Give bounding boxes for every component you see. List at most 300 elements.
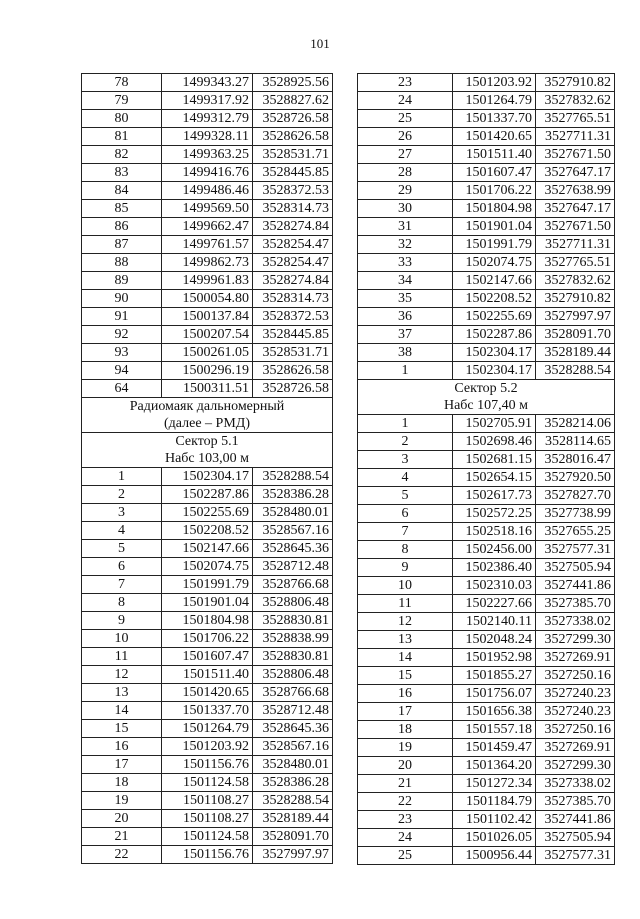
coordinate-x: 1501991.79 — [162, 576, 253, 594]
coordinate-x: 1501124.58 — [162, 774, 253, 792]
point-number: 7 — [82, 576, 162, 594]
table-row — [358, 685, 615, 703]
coordinate-x: 1501156.76 — [162, 756, 253, 774]
coordinate-x: 1502705.91 — [453, 415, 536, 433]
coordinate-x: 1501203.92 — [162, 738, 253, 756]
coordinate-x: 1500054.80 — [162, 290, 253, 308]
point-number: 8 — [358, 541, 453, 559]
coordinate-y: 3528626.58 — [253, 128, 333, 146]
coordinate-y: 3528016.47 — [536, 451, 615, 469]
table-row — [358, 667, 615, 685]
point-number: 23 — [358, 74, 453, 92]
table-row — [82, 272, 333, 290]
point-number: 26 — [358, 128, 453, 146]
coordinate-x: 1501756.07 — [453, 685, 536, 703]
coordinate-x: 1502304.17 — [453, 344, 536, 362]
point-number: 1 — [82, 468, 162, 486]
point-number: 13 — [82, 684, 162, 702]
coordinate-y: 3528712.48 — [253, 702, 333, 720]
coordinate-y: 3528726.58 — [253, 110, 333, 128]
coordinate-x: 1499862.73 — [162, 254, 253, 272]
coordinate-x: 1502074.75 — [162, 558, 253, 576]
point-number: 35 — [358, 290, 453, 308]
point-number: 28 — [358, 164, 453, 182]
table-row — [82, 254, 333, 272]
coordinate-y: 3527338.02 — [536, 613, 615, 631]
coordinate-x: 1499761.57 — [162, 236, 253, 254]
coordinate-x: 1500207.54 — [162, 326, 253, 344]
section-header: Сектор 5.2 — [358, 380, 615, 398]
coordinate-y: 3527441.86 — [536, 811, 615, 829]
table-row — [82, 362, 333, 380]
table-row — [82, 666, 333, 684]
coordinate-x: 1502681.15 — [453, 451, 536, 469]
table-row — [82, 792, 333, 810]
point-number: 2 — [82, 486, 162, 504]
point-number: 36 — [358, 308, 453, 326]
coordinate-y: 3528254.47 — [253, 254, 333, 272]
table-row — [358, 326, 615, 344]
coordinate-x: 1501607.47 — [162, 648, 253, 666]
coordinate-y: 3528806.48 — [253, 594, 333, 612]
coordinate-x: 1499328.11 — [162, 128, 253, 146]
section-header-row — [358, 397, 615, 415]
point-number: 22 — [358, 793, 453, 811]
coordinate-y: 3527385.70 — [536, 793, 615, 811]
coordinate-x: 1502572.25 — [453, 505, 536, 523]
point-number: 88 — [82, 254, 162, 272]
coordinate-y: 3527711.31 — [536, 128, 615, 146]
point-number: 82 — [82, 146, 162, 164]
point-number: 19 — [82, 792, 162, 810]
table-row — [358, 559, 615, 577]
table-row — [82, 468, 333, 486]
coordinates-table-right — [357, 73, 615, 865]
coordinate-x: 1501264.79 — [453, 92, 536, 110]
point-number: 9 — [82, 612, 162, 630]
coordinate-x: 1501855.27 — [453, 667, 536, 685]
point-number: 14 — [82, 702, 162, 720]
table-row — [82, 756, 333, 774]
coordinate-x: 1501511.40 — [162, 666, 253, 684]
table-row — [358, 775, 615, 793]
coordinate-x: 1501272.34 — [453, 775, 536, 793]
table-row — [82, 128, 333, 146]
table-row — [358, 505, 615, 523]
point-number: 25 — [358, 110, 453, 128]
point-number: 16 — [358, 685, 453, 703]
coordinate-x: 1499662.47 — [162, 218, 253, 236]
table-row — [358, 541, 615, 559]
table-row — [82, 774, 333, 792]
coordinate-y: 3527299.30 — [536, 631, 615, 649]
table-row — [358, 308, 615, 326]
coordinate-y: 3527832.62 — [536, 272, 615, 290]
point-number: 32 — [358, 236, 453, 254]
coordinate-y: 3528214.06 — [536, 415, 615, 433]
coordinate-x: 1500296.19 — [162, 362, 253, 380]
point-number: 23 — [358, 811, 453, 829]
table-row — [358, 595, 615, 613]
point-number: 24 — [358, 829, 453, 847]
table-row — [82, 486, 333, 504]
point-number: 90 — [82, 290, 162, 308]
point-number: 2 — [358, 433, 453, 451]
coordinate-y: 3528386.28 — [253, 774, 333, 792]
coordinate-x: 1501459.47 — [453, 739, 536, 757]
point-number: 92 — [82, 326, 162, 344]
point-number: 86 — [82, 218, 162, 236]
table-row — [358, 811, 615, 829]
coordinate-x: 1501420.65 — [453, 128, 536, 146]
point-number: 7 — [358, 523, 453, 541]
point-number: 17 — [82, 756, 162, 774]
coordinate-x: 1501337.70 — [453, 110, 536, 128]
coordinate-x: 1502456.00 — [453, 541, 536, 559]
coordinate-y: 3527997.97 — [536, 308, 615, 326]
coordinate-y: 3527385.70 — [536, 595, 615, 613]
point-number: 3 — [82, 504, 162, 522]
point-number: 38 — [358, 344, 453, 362]
table-row — [82, 110, 333, 128]
point-number: 1 — [358, 415, 453, 433]
coordinate-y: 3527671.50 — [536, 146, 615, 164]
coordinate-x: 1502074.75 — [453, 254, 536, 272]
point-number: 14 — [358, 649, 453, 667]
point-number: 89 — [82, 272, 162, 290]
coordinate-y: 3528806.48 — [253, 666, 333, 684]
coordinate-y: 3528114.65 — [536, 433, 615, 451]
coordinate-x: 1501420.65 — [162, 684, 253, 702]
coordinate-y: 3527738.99 — [536, 505, 615, 523]
coordinate-x: 1501706.22 — [453, 182, 536, 200]
table-row — [82, 200, 333, 218]
table-row — [82, 576, 333, 594]
section-header: Радиомаяк дальномерный — [82, 398, 333, 416]
page-number: 101 — [310, 36, 330, 51]
point-number: 25 — [358, 847, 453, 865]
coordinate-x: 1502518.16 — [453, 523, 536, 541]
coordinate-x: 1501706.22 — [162, 630, 253, 648]
coordinate-y: 3528626.58 — [253, 362, 333, 380]
table-row — [358, 164, 615, 182]
coordinate-y: 3528445.85 — [253, 164, 333, 182]
point-number: 15 — [82, 720, 162, 738]
table-row — [358, 290, 615, 308]
coordinate-x: 1501901.04 — [162, 594, 253, 612]
coordinate-x: 1502617.73 — [453, 487, 536, 505]
point-number: 12 — [358, 613, 453, 631]
coordinate-y: 3528830.81 — [253, 648, 333, 666]
coordinate-y: 3528189.44 — [253, 810, 333, 828]
coordinate-x: 1502140.11 — [453, 613, 536, 631]
point-number: 94 — [82, 362, 162, 380]
coordinate-y: 3528091.70 — [536, 326, 615, 344]
table-row — [82, 504, 333, 522]
table-row — [358, 739, 615, 757]
coordinate-y: 3528925.56 — [253, 74, 333, 92]
table-row — [358, 254, 615, 272]
table-row — [82, 344, 333, 362]
point-number: 6 — [82, 558, 162, 576]
coordinate-x: 1499486.46 — [162, 182, 253, 200]
table-row — [358, 757, 615, 775]
point-number: 80 — [82, 110, 162, 128]
coordinate-x: 1501952.98 — [453, 649, 536, 667]
point-number: 91 — [82, 308, 162, 326]
coordinate-y: 3527441.86 — [536, 577, 615, 595]
point-number: 81 — [82, 128, 162, 146]
coordinate-x: 1502255.69 — [453, 308, 536, 326]
coordinate-x: 1502208.52 — [453, 290, 536, 308]
coordinate-y: 3527827.70 — [536, 487, 615, 505]
coordinate-x: 1501804.98 — [453, 200, 536, 218]
coordinate-x: 1501511.40 — [453, 146, 536, 164]
table-row — [358, 487, 615, 505]
coordinate-y: 3527711.31 — [536, 236, 615, 254]
coordinate-x: 1501203.92 — [453, 74, 536, 92]
coordinate-x: 1501901.04 — [453, 218, 536, 236]
coordinate-x: 1502287.86 — [453, 326, 536, 344]
coordinate-x: 1501337.70 — [162, 702, 253, 720]
coordinate-y: 3527920.50 — [536, 469, 615, 487]
coordinate-x: 1501656.38 — [453, 703, 536, 721]
coordinate-y: 3528827.62 — [253, 92, 333, 110]
table-row — [82, 720, 333, 738]
point-number: 5 — [358, 487, 453, 505]
coordinate-y: 3528712.48 — [253, 558, 333, 576]
coordinate-x: 1502386.40 — [453, 559, 536, 577]
point-number: 6 — [358, 505, 453, 523]
coordinate-x: 1501557.18 — [453, 721, 536, 739]
coordinate-y: 3527910.82 — [536, 74, 615, 92]
table-row — [82, 290, 333, 308]
table-row — [82, 612, 333, 630]
table-row — [358, 128, 615, 146]
point-number: 84 — [82, 182, 162, 200]
table-row — [82, 702, 333, 720]
table-row — [358, 649, 615, 667]
coordinate-x: 1501124.58 — [162, 828, 253, 846]
coordinate-x: 1499416.76 — [162, 164, 253, 182]
coordinate-y: 3527299.30 — [536, 757, 615, 775]
coordinate-y: 3528254.47 — [253, 236, 333, 254]
table-row — [82, 326, 333, 344]
coordinate-y: 3528288.54 — [536, 362, 615, 380]
coordinate-x: 1501264.79 — [162, 720, 253, 738]
table-row — [82, 522, 333, 540]
point-number: 79 — [82, 92, 162, 110]
point-number: 12 — [82, 666, 162, 684]
coordinate-x: 1501364.20 — [453, 757, 536, 775]
coordinate-y: 3528372.53 — [253, 182, 333, 200]
coordinate-x: 1501026.05 — [453, 829, 536, 847]
coordinate-y: 3527832.62 — [536, 92, 615, 110]
table-row — [358, 110, 615, 128]
coordinate-y: 3528645.36 — [253, 720, 333, 738]
section-header-row — [82, 398, 333, 416]
table-row — [358, 523, 615, 541]
coordinate-x: 1501607.47 — [453, 164, 536, 182]
coordinate-x: 1501804.98 — [162, 612, 253, 630]
coordinate-x: 1501184.79 — [453, 793, 536, 811]
table-row — [358, 218, 615, 236]
coordinate-y: 3528766.68 — [253, 576, 333, 594]
coordinate-y: 3527250.16 — [536, 721, 615, 739]
point-number: 15 — [358, 667, 453, 685]
coordinate-y: 3527269.91 — [536, 649, 615, 667]
coordinate-x: 1501991.79 — [453, 236, 536, 254]
table-row — [358, 433, 615, 451]
table-row — [82, 540, 333, 558]
coordinate-x: 1499569.50 — [162, 200, 253, 218]
point-number: 37 — [358, 326, 453, 344]
coordinate-y: 3527647.17 — [536, 164, 615, 182]
coordinate-x: 1500311.51 — [162, 380, 253, 398]
table-row — [358, 829, 615, 847]
point-number: 64 — [82, 380, 162, 398]
coordinate-x: 1502698.46 — [453, 433, 536, 451]
section-header: (далее – РМД) — [82, 415, 333, 433]
coordinate-x: 1502304.17 — [453, 362, 536, 380]
table-row — [82, 218, 333, 236]
coordinate-y: 3527997.97 — [253, 846, 333, 864]
coordinate-y: 3527765.51 — [536, 254, 615, 272]
table-row — [358, 74, 615, 92]
coordinate-y: 3527338.02 — [536, 775, 615, 793]
point-number: 87 — [82, 236, 162, 254]
table-row — [358, 236, 615, 254]
coordinate-y: 3527505.94 — [536, 829, 615, 847]
coordinate-x: 1502310.03 — [453, 577, 536, 595]
point-number: 85 — [82, 200, 162, 218]
table-row — [82, 846, 333, 864]
point-number: 10 — [358, 577, 453, 595]
point-number: 11 — [82, 648, 162, 666]
table-row — [358, 92, 615, 110]
point-number: 83 — [82, 164, 162, 182]
table-row — [82, 164, 333, 182]
table-row — [358, 200, 615, 218]
coordinate-x: 1502654.15 — [453, 469, 536, 487]
point-number: 16 — [82, 738, 162, 756]
coordinate-y: 3528531.71 — [253, 146, 333, 164]
table-row — [82, 684, 333, 702]
point-number: 3 — [358, 451, 453, 469]
coordinate-y: 3527655.25 — [536, 523, 615, 541]
table-row — [358, 703, 615, 721]
coordinate-y: 3528766.68 — [253, 684, 333, 702]
coordinate-y: 3528372.53 — [253, 308, 333, 326]
coordinate-y: 3527638.99 — [536, 182, 615, 200]
table-row — [358, 793, 615, 811]
coordinate-x: 1500137.84 — [162, 308, 253, 326]
coordinate-y: 3527577.31 — [536, 847, 615, 865]
coordinate-y: 3528274.84 — [253, 218, 333, 236]
section-header-row — [358, 380, 615, 398]
coordinate-x: 1501108.27 — [162, 792, 253, 810]
table-row — [82, 380, 333, 398]
coordinate-y: 3527505.94 — [536, 559, 615, 577]
coordinate-y: 3528645.36 — [253, 540, 333, 558]
coordinate-y: 3528288.54 — [253, 792, 333, 810]
point-number: 20 — [358, 757, 453, 775]
point-number: 34 — [358, 272, 453, 290]
coordinate-x: 1502304.17 — [162, 468, 253, 486]
coordinates-table-left — [81, 73, 333, 864]
point-number: 4 — [82, 522, 162, 540]
point-number: 11 — [358, 595, 453, 613]
coordinate-y: 3528274.84 — [253, 272, 333, 290]
coordinate-x: 1499343.27 — [162, 74, 253, 92]
coordinate-y: 3528445.85 — [253, 326, 333, 344]
table-row — [82, 738, 333, 756]
point-number: 20 — [82, 810, 162, 828]
point-number: 31 — [358, 218, 453, 236]
table-row — [358, 362, 615, 380]
coordinate-y: 3528189.44 — [536, 344, 615, 362]
section-header: Нaбс 103,00 м — [82, 450, 333, 468]
coordinate-y: 3528480.01 — [253, 504, 333, 522]
coordinate-y: 3528386.28 — [253, 486, 333, 504]
coordinate-y: 3528091.70 — [253, 828, 333, 846]
coordinate-x: 1502147.66 — [162, 540, 253, 558]
coordinate-x: 1499312.79 — [162, 110, 253, 128]
point-number: 33 — [358, 254, 453, 272]
coordinate-y: 3527269.91 — [536, 739, 615, 757]
point-number: 93 — [82, 344, 162, 362]
table-row — [358, 631, 615, 649]
table-row — [82, 558, 333, 576]
point-number: 4 — [358, 469, 453, 487]
coordinate-y: 3528314.73 — [253, 290, 333, 308]
coordinate-y: 3528838.99 — [253, 630, 333, 648]
point-number: 27 — [358, 146, 453, 164]
coordinate-y: 3528480.01 — [253, 756, 333, 774]
point-number: 18 — [82, 774, 162, 792]
coordinate-x: 1499961.83 — [162, 272, 253, 290]
point-number: 17 — [358, 703, 453, 721]
point-number: 9 — [358, 559, 453, 577]
point-number: 30 — [358, 200, 453, 218]
point-number: 1 — [358, 362, 453, 380]
coordinate-y: 3528531.71 — [253, 344, 333, 362]
coordinate-y: 3527765.51 — [536, 110, 615, 128]
coordinate-x: 1499363.25 — [162, 146, 253, 164]
coordinate-x: 1502147.66 — [453, 272, 536, 290]
table-row — [358, 415, 615, 433]
coordinate-y: 3528567.16 — [253, 522, 333, 540]
coordinate-x: 1502227.66 — [453, 595, 536, 613]
coordinate-y: 3527671.50 — [536, 218, 615, 236]
point-number: 22 — [82, 846, 162, 864]
point-number: 21 — [82, 828, 162, 846]
coordinate-y: 3527647.17 — [536, 200, 615, 218]
point-number: 8 — [82, 594, 162, 612]
table-row — [358, 469, 615, 487]
table-row — [82, 146, 333, 164]
table-row — [358, 451, 615, 469]
coordinate-x: 1501108.27 — [162, 810, 253, 828]
table-row — [358, 182, 615, 200]
coordinate-x: 1502255.69 — [162, 504, 253, 522]
table-row — [358, 613, 615, 631]
table-row — [82, 74, 333, 92]
section-header-row — [82, 415, 333, 433]
point-number: 5 — [82, 540, 162, 558]
table-row — [82, 182, 333, 200]
table-row — [358, 344, 615, 362]
